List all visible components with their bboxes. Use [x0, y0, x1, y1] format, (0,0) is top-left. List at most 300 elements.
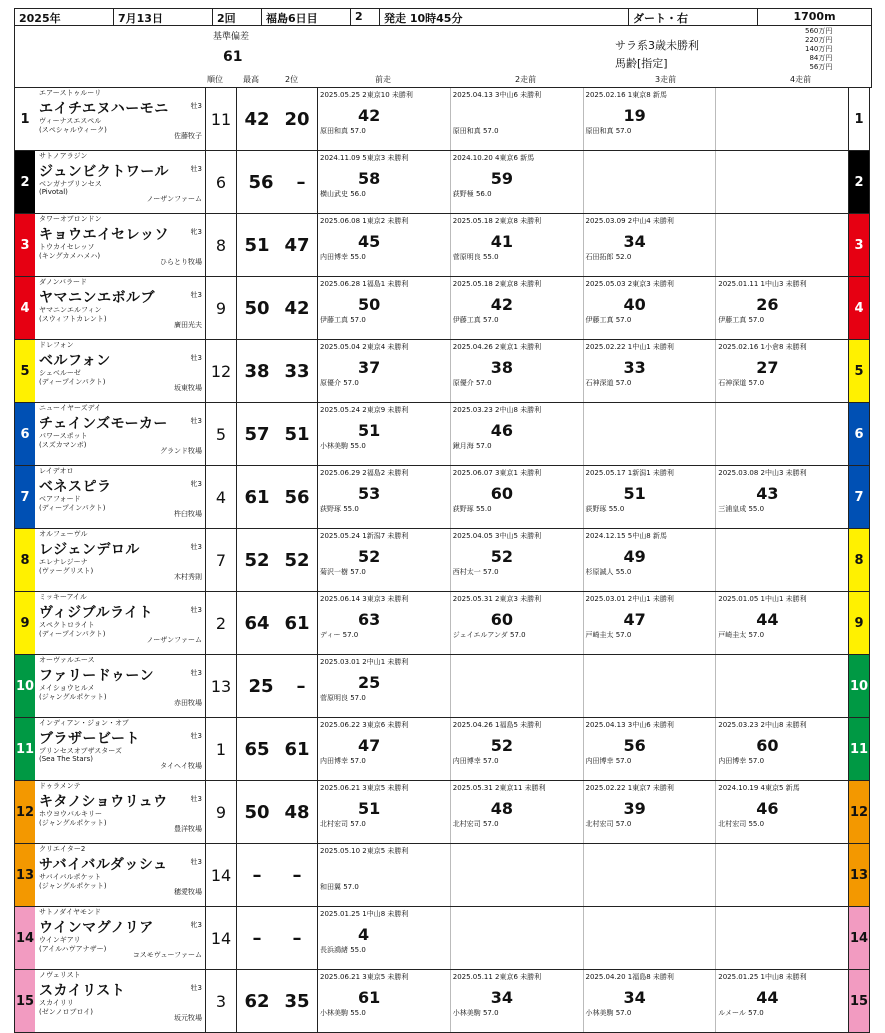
race-jockey: 石神深道 57.0: [585, 379, 632, 387]
second-index: 47: [284, 234, 310, 256]
dam: ウインギアリ: [39, 936, 81, 944]
past-race-3: [584, 844, 717, 906]
race-meta: 2025.06.07 3東京1 未勝利: [452, 469, 542, 477]
sex-age: 牡3: [190, 417, 202, 425]
past-races: [318, 403, 848, 465]
breeder: 杵臼牧場: [174, 510, 202, 518]
dam: プリンセスオブザスターズ: [39, 747, 122, 755]
horse-info[interactable]: [35, 403, 206, 465]
race-meta: 2025.06.14 3東京3 未勝利: [320, 595, 409, 603]
horse-name[interactable]: ベルフォン: [39, 353, 111, 369]
race-score: 42: [490, 295, 514, 314]
past-race-4: [716, 340, 848, 402]
horse-name[interactable]: ブラザービート: [39, 731, 140, 747]
horse-name[interactable]: ヴィジブルライト: [39, 605, 154, 621]
second-index: 51: [284, 423, 310, 445]
race-meta: 2025.05.31 2東京3 未勝利: [452, 595, 542, 603]
race-score: 52: [490, 736, 514, 755]
breeder: タイヘイ牧場: [160, 762, 202, 770]
race-meta: 2025.03.01 2中山1 未勝利: [320, 658, 409, 666]
second-index: 42: [284, 297, 310, 319]
past-race-1: [318, 844, 451, 906]
past-race-2: [451, 88, 584, 150]
past-race-4: [716, 592, 848, 654]
horse-number-right: 3: [848, 214, 869, 276]
sex-age: 牡3: [190, 984, 202, 992]
race-jockey: 内田博幸 57.0: [320, 757, 366, 765]
race-score: 61: [358, 988, 381, 1007]
race-score: 34: [623, 988, 646, 1007]
race-jockey: 原田和真 57.0: [320, 127, 366, 135]
col-label-rank: 順位: [207, 75, 223, 84]
past-race-3: [584, 781, 717, 843]
race-score: 49: [623, 547, 646, 566]
past-race-3: [584, 655, 717, 717]
race-jockey: 伊藤工真 57.0: [452, 316, 499, 324]
race-jockey: 石神深道 57.0: [718, 379, 765, 387]
horse-number: 7: [15, 466, 35, 528]
distance: 1700m: [793, 10, 836, 23]
past-race-3: [584, 340, 717, 402]
index-cell: [237, 781, 318, 843]
broodmare-sire: (ヴァーグリスト): [39, 567, 94, 575]
rank: 13: [206, 655, 237, 717]
venue: 福島6日目: [262, 9, 351, 25]
horse-number-right: 4: [848, 277, 869, 339]
race-meta: 2025.02.22 1東京7 未勝利: [585, 784, 674, 792]
max-index: 64: [244, 612, 270, 634]
race-score: 45: [358, 232, 381, 251]
index-cell: [237, 466, 318, 528]
past-race-4: [716, 151, 848, 213]
horse-info[interactable]: [35, 844, 206, 906]
horse-number: 1: [15, 88, 35, 150]
past-race-4: [716, 403, 848, 465]
breeder: 坂元牧場: [174, 1014, 202, 1022]
race-jockey: 三浦皇成 55.0: [718, 505, 765, 513]
rank: 14: [206, 907, 237, 969]
past-race-3: [584, 592, 717, 654]
past-race-2: [451, 718, 584, 780]
max-index: 52: [244, 549, 270, 571]
race-meta: 2025.05.24 2東京9 未勝利: [320, 406, 409, 414]
horse-number-right: 1: [848, 88, 869, 150]
horse-name[interactable]: サバイバルダッシュ: [39, 857, 168, 873]
horse-name[interactable]: レジェンデロル: [39, 542, 140, 558]
race-jockey: 荻野極 56.0: [452, 190, 492, 198]
date: 7月13日: [114, 9, 213, 25]
second-index: –: [292, 864, 302, 886]
past-race-3: [584, 403, 717, 465]
race-score: 47: [623, 610, 646, 629]
breeder: 穂愛牧場: [174, 888, 202, 896]
race-meta: 2025.04.13 3中山6 未勝利: [585, 721, 674, 729]
index-cell: [237, 214, 318, 276]
broodmare-sire: (Sea The Stars): [39, 755, 93, 763]
kai: 2回: [213, 9, 262, 25]
breeder: ひらとり牧場: [160, 258, 202, 266]
broodmare-sire: (スペシャルウィーク): [39, 126, 107, 134]
second-index: 20: [284, 108, 310, 130]
sex-age: 牡3: [190, 291, 202, 299]
race-meta: 2025.05.25 2東京10 未勝利: [320, 91, 413, 99]
index-cell: [237, 655, 318, 717]
broodmare-sire: (ディープインパクト): [39, 378, 106, 386]
horse-info[interactable]: [35, 340, 206, 402]
sire: サトノアラジン: [39, 152, 88, 160]
sex-age: 牡3: [190, 165, 202, 173]
sire: ドレフォン: [39, 341, 74, 349]
horse-info[interactable]: [35, 907, 206, 969]
race-meta: 2025.03.23 2中山8 未勝利: [452, 406, 542, 414]
race-score: 60: [490, 610, 514, 629]
horse-name[interactable]: ジュンビクトワール: [39, 164, 169, 180]
sex-age: 牡3: [190, 606, 202, 614]
race-meta: 2025.05.11 2東京6 未勝利: [452, 973, 542, 981]
past-race-1: [318, 592, 451, 654]
dam: エレナレジーナ: [39, 558, 88, 566]
sire: ダノンバラード: [39, 278, 88, 286]
horse-name[interactable]: エイチエヌハーモニ: [39, 101, 169, 117]
max-index: 61: [244, 486, 270, 508]
race-score: 19: [623, 106, 646, 125]
horse-row: [14, 655, 870, 718]
rank: 9: [206, 277, 237, 339]
race-jockey: ディー 57.0: [320, 631, 359, 639]
past-race-2: [451, 214, 584, 276]
second-index: 61: [284, 612, 310, 634]
breeder: コスモヴューファーム: [132, 951, 202, 959]
index-cell: [237, 151, 318, 213]
race-score: 63: [358, 610, 381, 629]
past-race-2: [451, 151, 584, 213]
horse-number-right: 2: [848, 151, 869, 213]
horse-number: 11: [15, 718, 35, 780]
index-cell: [237, 529, 318, 591]
race-score: 56: [623, 736, 646, 755]
rank: 12: [206, 340, 237, 402]
rank: 6: [206, 151, 237, 213]
race-score: 52: [358, 547, 381, 566]
past-race-1: [318, 655, 451, 717]
horse-number: 5: [15, 340, 35, 402]
horse-info[interactable]: [35, 781, 206, 843]
dam: ベアフォード: [39, 495, 81, 503]
breeder: グランド牧場: [160, 447, 202, 455]
past-race-1: [318, 466, 451, 528]
max-index: 56: [248, 171, 274, 193]
past-race-1: [318, 88, 451, 150]
race-score: 33: [623, 358, 646, 377]
sire: ミッキーアイル: [39, 593, 87, 601]
race-meta: 2025.03.01 2中山1 未勝利: [585, 595, 674, 603]
race-score: 34: [490, 988, 514, 1007]
race-jockey: ルメール 57.0: [718, 1009, 764, 1017]
race-jockey: 内田博幸 57.0: [718, 757, 765, 765]
race-jockey: 小林美駒 55.0: [320, 442, 366, 450]
year: 2025年: [15, 9, 114, 25]
sex-age: 牡3: [190, 543, 202, 551]
rank: 3: [206, 970, 237, 1032]
past-race-4: [716, 970, 848, 1032]
race-score: 53: [358, 484, 381, 503]
horse-row: [14, 844, 870, 907]
past-race-3: [584, 907, 717, 969]
race-jockey: 長浜鴻緒 55.0: [320, 946, 366, 954]
max-index: –: [252, 927, 262, 949]
col-label-prev4: 4走前: [790, 75, 812, 84]
race-meta: 2024.12.15 5中山8 新馬: [585, 532, 667, 540]
race-jockey: 横山武史 56.0: [320, 190, 366, 198]
race-meta: 2025.04.26 2東京1 未勝利: [452, 343, 542, 351]
past-race-3: [584, 88, 717, 150]
horse-name[interactable]: ファリードゥーン: [39, 668, 155, 684]
race-score: 47: [358, 736, 381, 755]
rank: 7: [206, 529, 237, 591]
broodmare-sire: (ゼンノロブロイ): [39, 1008, 93, 1016]
race-meta: 2025.01.11 1中山3 未勝利: [718, 280, 807, 288]
broodmare-sire: (ディープインパクト): [39, 630, 106, 638]
horse-number-right: 14: [848, 907, 869, 969]
prize-list: 560万円 220万円 140万円 84万円 56万円: [805, 27, 833, 71]
race-score: 51: [358, 421, 381, 440]
past-races: [318, 277, 848, 339]
horse-name[interactable]: キタノショウリュウ: [39, 794, 168, 810]
past-race-2: [451, 970, 584, 1032]
second-index: –: [296, 171, 306, 193]
horse-name[interactable]: キョウエイセレッソ: [39, 227, 169, 243]
horse-info[interactable]: [35, 592, 206, 654]
index-cell: [237, 592, 318, 654]
past-race-1: [318, 718, 451, 780]
horse-row: [14, 88, 870, 151]
max-index: 51: [244, 234, 270, 256]
breeder: 廣田光夫: [174, 321, 202, 329]
max-index: 25: [248, 675, 274, 697]
index-cell: [237, 403, 318, 465]
race-meta: 2025.06.21 3東京5 未勝利: [320, 973, 409, 981]
race-jockey: 原田和真 57.0: [585, 127, 632, 135]
horse-number: 10: [15, 655, 35, 717]
broodmare-sire: (スズカマンボ): [39, 441, 87, 449]
index-cell: [237, 340, 318, 402]
past-race-1: [318, 340, 451, 402]
race-score: 51: [623, 484, 646, 503]
past-race-2: [451, 529, 584, 591]
index-cell: [237, 844, 318, 906]
col-label-prev2: 2走前: [515, 75, 537, 84]
past-race-4: [716, 718, 848, 780]
sire: インディアン・ジョン・オブ: [39, 719, 129, 727]
horse-name[interactable]: スカイリスト: [39, 983, 126, 999]
race-score: 58: [358, 169, 381, 188]
col-label-max: 最高: [243, 75, 259, 84]
index-cell: [237, 277, 318, 339]
horse-number-right: 9: [848, 592, 869, 654]
race-meta: 2025.04.26 1福島5 未勝利: [452, 721, 542, 729]
past-race-1: [318, 781, 451, 843]
dam: パワースポット: [39, 432, 88, 440]
sire: オーヴァルエース: [39, 656, 95, 664]
race-jockey: 荻野琢 55.0: [452, 505, 492, 513]
past-race-1: [318, 151, 451, 213]
race-meta: 2025.02.22 1中山1 未勝利: [585, 343, 674, 351]
broodmare-sire: (ジャングルポケット): [39, 882, 107, 890]
past-race-1: [318, 214, 451, 276]
race-jockey: 北村宏司 55.0: [718, 820, 765, 828]
race-meta: 2025.06.21 3東京5 未勝利: [320, 784, 409, 792]
race-meta: 2025.05.18 2東京8 未勝利: [452, 217, 542, 225]
race-jockey: 戸崎圭太 57.0: [718, 631, 765, 639]
horse-info[interactable]: [35, 529, 206, 591]
horse-row: [14, 214, 870, 277]
race-meta: 2024.10.19 4東京5 新馬: [718, 784, 800, 792]
past-race-1: [318, 277, 451, 339]
horse-name[interactable]: ベネスピラ: [39, 479, 112, 495]
broodmare-sire: (ディープインパクト): [39, 504, 106, 512]
rank: 5: [206, 403, 237, 465]
race-meta: 2025.05.17 1新潟1 未勝利: [585, 469, 674, 477]
race-jockey: 荻野琢 55.0: [320, 505, 359, 513]
race-score: 38: [490, 358, 514, 377]
horse-number: 9: [15, 592, 35, 654]
race-jockey: 原優介 57.0: [452, 379, 492, 387]
col-label-prev: 前走: [375, 75, 391, 84]
horse-info[interactable]: [35, 970, 206, 1032]
second-index: –: [292, 927, 302, 949]
race-jockey: 杉原誠人 55.0: [585, 568, 632, 576]
horse-name[interactable]: ヤマニンエボルブ: [39, 290, 155, 306]
horse-row: [14, 277, 870, 340]
max-index: 57: [244, 423, 270, 445]
second-index: 48: [284, 801, 310, 823]
sire: オルフェーヴル: [39, 530, 88, 538]
race-meta: 2025.05.18 2東京8 未勝利: [452, 280, 542, 288]
race-score: 4: [358, 925, 370, 944]
past-race-2: [451, 277, 584, 339]
second-index: 35: [284, 990, 310, 1012]
horse-name[interactable]: チェインズモーカー: [39, 416, 168, 432]
race-meta: 2024.10.20 4東京6 新馬: [452, 154, 535, 162]
sex-age: 牝3: [190, 480, 202, 488]
past-race-3: [584, 718, 717, 780]
race-score: 42: [358, 106, 381, 125]
second-index: 61: [284, 738, 310, 760]
breeder: 坂東牧場: [174, 384, 202, 392]
race-score: 50: [358, 295, 381, 314]
dam: シェベルーゼ: [39, 369, 81, 377]
max-index: 38: [244, 360, 270, 382]
horse-row: [14, 403, 870, 466]
horse-info[interactable]: [35, 88, 206, 150]
race-jockey: 石田拓郎 52.0: [585, 253, 632, 261]
broodmare-sire: (ジャングルポケット): [39, 819, 107, 827]
past-races: [318, 718, 848, 780]
race-score: 44: [756, 610, 779, 629]
horse-number: 6: [15, 403, 35, 465]
horse-number-right: 8: [848, 529, 869, 591]
past-race-1: [318, 907, 451, 969]
past-races: [318, 88, 848, 150]
horse-number-right: 10: [848, 655, 869, 717]
past-races: [318, 529, 848, 591]
horse-info[interactable]: [35, 214, 206, 276]
past-race-4: [716, 214, 848, 276]
past-races: [318, 340, 848, 402]
race-score: 52: [490, 547, 514, 566]
race-jockey: 和田翼 57.0: [320, 883, 359, 891]
dam: トウカイセレッソ: [39, 243, 95, 251]
past-races: [318, 907, 848, 969]
race-jockey: 菅原明良 55.0: [452, 253, 499, 261]
race-score: 39: [623, 799, 646, 818]
race-meta: 2025.05.04 2東京4 未勝利: [320, 343, 409, 351]
race-meta: 2025.04.20 1福島8 未勝利: [585, 973, 674, 981]
breeder: ノーザンファーム: [146, 195, 202, 203]
race-meta: 2025.02.16 1小倉8 未勝利: [718, 343, 807, 351]
horse-number: 2: [15, 151, 35, 213]
horse-number-right: 13: [848, 844, 869, 906]
race-meta: 2025.06.08 1東京2 未勝利: [320, 217, 409, 225]
dam: ヴィーナスエスペル: [39, 117, 102, 125]
track: ダート・右: [629, 9, 758, 25]
past-races: [318, 214, 848, 276]
dam: ヤマニンエルフィン: [39, 306, 102, 314]
race-jockey: 伊藤工真 57.0: [718, 316, 765, 324]
race-meta: 2025.01.05 1中山1 未勝利: [718, 595, 807, 603]
horse-number-right: 6: [848, 403, 869, 465]
horse-row: [14, 466, 870, 529]
horse-row: [14, 592, 870, 655]
horse-number: 14: [15, 907, 35, 969]
basis-label: 基準偏差: [213, 32, 250, 42]
race-meta: 2025.03.23 2中山8 未勝利: [718, 721, 807, 729]
max-index: 50: [244, 801, 270, 823]
max-index: 62: [244, 990, 270, 1012]
horse-info[interactable]: [35, 655, 206, 717]
past-races: [318, 655, 848, 717]
horse-name[interactable]: ウインマグノリア: [39, 920, 154, 936]
dam: スペクトロライト: [39, 621, 95, 629]
sex-age: 牡3: [190, 732, 202, 740]
horse-info[interactable]: [35, 718, 206, 780]
past-race-2: [451, 403, 584, 465]
horse-info[interactable]: [35, 277, 206, 339]
horse-info[interactable]: [35, 466, 206, 528]
second-index: –: [296, 675, 306, 697]
past-race-2: [451, 592, 584, 654]
sire: ドゥラメンテ: [39, 782, 81, 790]
horse-row: [14, 781, 870, 844]
past-race-3: [584, 529, 717, 591]
horse-info[interactable]: [35, 151, 206, 213]
horse-number: 3: [15, 214, 35, 276]
past-races: [318, 781, 848, 843]
race-jockey: 荻野琢 55.0: [585, 505, 625, 513]
race-score: 37: [358, 358, 381, 377]
sire: ニューイヤーズデイ: [39, 404, 102, 412]
race-score: 60: [490, 484, 514, 503]
past-race-4: [716, 277, 848, 339]
race-jockey: 西村太一 57.0: [452, 568, 499, 576]
dam: ベンガナプリンセス: [39, 180, 102, 188]
race-score: 27: [756, 358, 779, 377]
race-jockey: 鍬月海 57.0: [452, 442, 492, 450]
dam: スカイリリ: [39, 999, 74, 1007]
horse-number-right: 5: [848, 340, 869, 402]
sex-age: 牝3: [190, 921, 202, 929]
index-cell: [237, 970, 318, 1032]
